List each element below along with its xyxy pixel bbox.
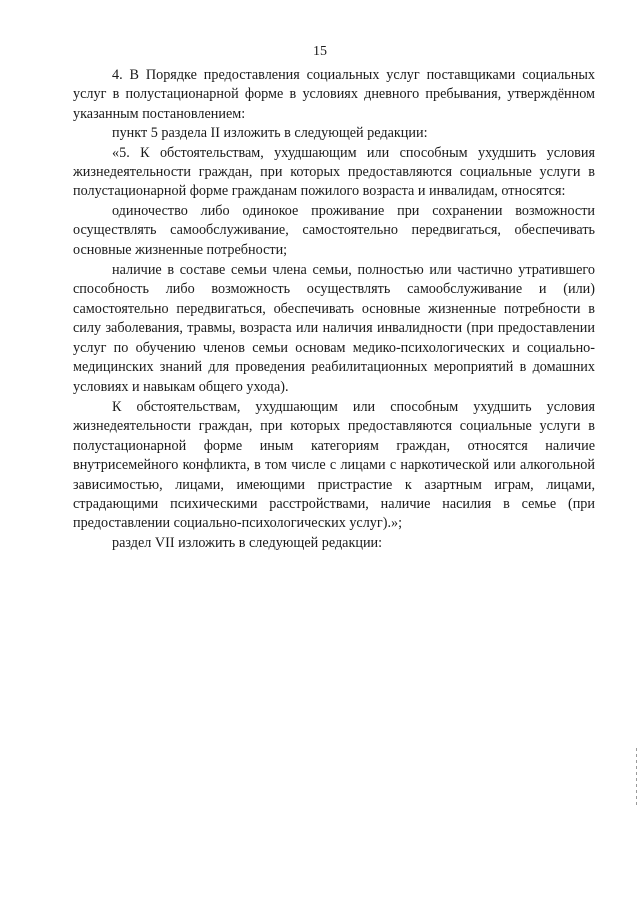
paragraph-loneliness: одиночество либо одинокое проживание при сохранении возможности осуществлять самообслуживание, самостоятельно передвигаться, обеспечивать основные жизненные потребности; <box>73 202 595 258</box>
paragraph-item-4: 4. В Порядке предоставления социальных услуг поставщиками социальных услуг в полустационарной форме в условиях дневного пребывания, утверждённом указанным постановлением: <box>73 67 595 122</box>
scan-edge-mark <box>636 748 637 808</box>
page-number: 15 <box>313 44 327 59</box>
paragraph-family-member: наличие в составе семьи члена семьи, полностью или частично утратившего способность либо возможность осуществлять самообслуживание и (или) самостоятельно передвигаться, обеспечивать основные жизненные потребности в силу заболевания, травмы, возраста или наличия инвалидности (при предоставлении услуг по обучению членов семьи основам медико-психологических и социально-медицинских знаний для проведения реабилитационных мероприятий в домашних условиях и навыкам общего ухода). <box>73 262 595 395</box>
paragraph-section-7-instruction: раздел VII изложить в следующей редакции: <box>112 534 383 551</box>
paragraph-point-5-instruction: пункт 5 раздела II изложить в следующей редакции: <box>112 125 428 142</box>
paragraph-point-5-text: «5. К обстоятельствам, ухудшающим или способным ухудшить условия жизнедеятельности граждан, при которых предоставляются социальные услуги в полустационарной форме гражданам пожилого возраста и инвалидам, относятся: <box>73 144 595 200</box>
paragraph-other-categories: К обстоятельствам, ухудшающим или способным ухудшить условия жизнедеятельности граждан, при которых предоставляются социальные услуги в полустационарной форме иным категориям граждан, относятся наличие внутрисемейного конфликта, в том числе с лицами с наркотической или алкогольной зависимостью, лицами, имеющими пристрастие к азартным играм, лицами, страдающими психическими расстройствами, наличие насилия в семье (при предоставлении социально-психологических услуг).»; <box>73 398 595 532</box>
document-body <box>73 66 595 553</box>
